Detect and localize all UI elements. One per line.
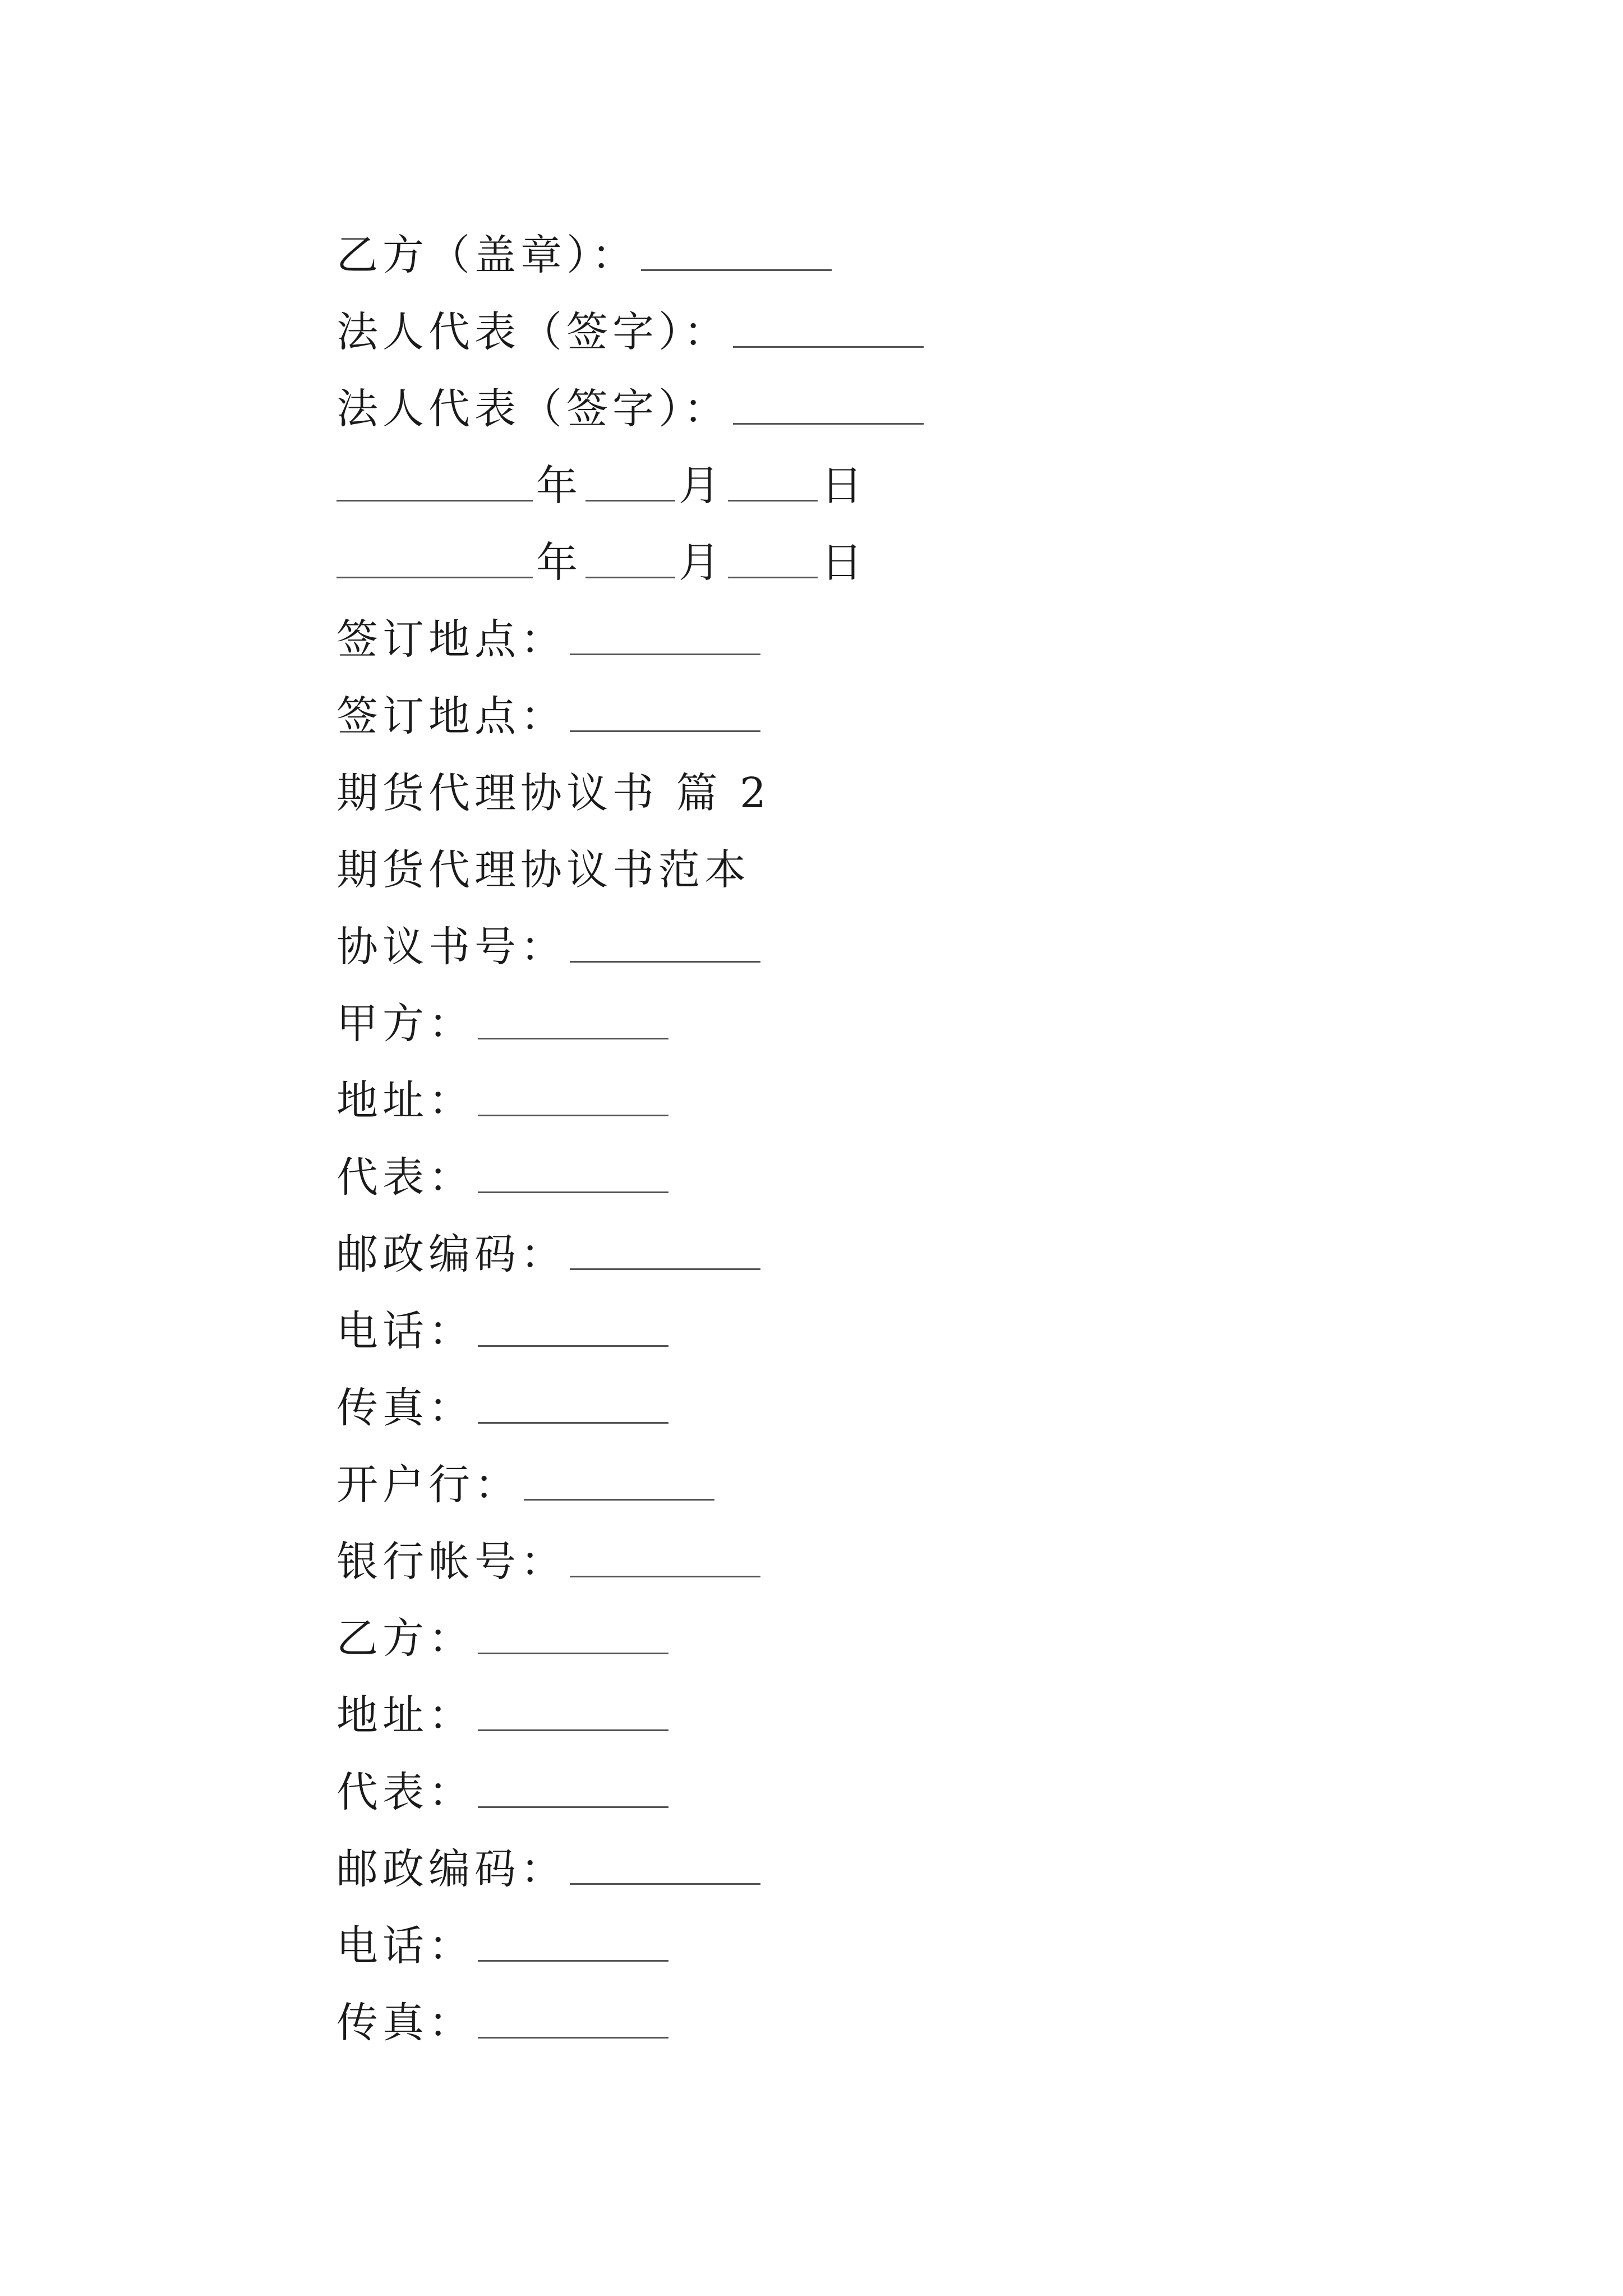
phone-line [336,1289,1458,1366]
party-a-line [336,982,1458,1059]
representative-line [336,1750,1458,1827]
document-title [336,828,1458,905]
fill-in-blank [570,1846,760,1885]
field-label: 地址： [336,1076,474,1125]
field-label: 签订地点： [336,692,566,740]
section-heading-text: 期货代理协议书 篇 2 [336,769,771,817]
legal-rep-signature-line [336,290,1458,367]
year-label: 年 [536,538,582,587]
field-label: 电话： [336,1306,474,1355]
postal-code-line [336,1212,1458,1289]
fill-in-blank [478,1001,668,1039]
representative-line [336,1135,1458,1212]
day-label: 日 [821,538,867,587]
field-label: 甲方： [336,999,474,1048]
field-label: 传真： [336,1383,474,1432]
field-label: 乙方（盖章）： [336,231,638,279]
section-heading [336,751,1458,828]
month-blank [585,540,675,578]
document-page [336,213,1458,2058]
field-label: 代表： [336,1153,474,1202]
address-line [336,1059,1458,1135]
fill-in-blank [478,1308,668,1347]
fill-in-blank [478,1385,668,1424]
fill-in-blank [570,1231,760,1270]
fill-in-blank [478,1616,668,1654]
fax-line [336,1981,1458,2058]
phone-line [336,1904,1458,1981]
field-label: 法人代表（签字）： [336,307,730,356]
fill-in-blank [570,616,760,655]
document-title-text: 期货代理协议书范本 [336,845,750,894]
bank-account-line [336,1520,1458,1596]
field-label: 代表： [336,1768,474,1816]
month-blank [585,463,675,501]
bank-line [336,1443,1458,1520]
field-label: 邮政编码： [336,1230,566,1278]
fill-in-blank [478,1154,668,1193]
year-blank [336,463,533,501]
fill-in-blank [733,309,924,348]
field-label: 传真： [336,1998,474,2047]
field-label: 协议书号： [336,922,566,971]
fill-in-blank [524,1462,714,1501]
agreement-number-line [336,905,1458,982]
date-line [336,444,1458,521]
postal-code-line [336,1827,1458,1904]
fill-in-blank [478,1078,668,1116]
field-label: 法人代表（签字）： [336,384,730,433]
field-label: 电话： [336,1921,474,1970]
day-blank [728,463,818,501]
fill-in-blank [570,693,760,732]
party-b-seal-line [336,213,1458,290]
month-label: 月 [679,538,725,587]
fill-in-blank [478,1923,668,1962]
signing-place-line [336,597,1458,674]
fill-in-blank [570,1539,760,1577]
month-label: 月 [679,461,725,510]
fill-in-blank [478,1769,668,1808]
fill-in-blank [641,232,832,271]
date-line [336,521,1458,597]
fill-in-blank [733,386,924,425]
field-label: 开户行： [336,1460,520,1509]
day-label: 日 [821,461,867,510]
fax-line [336,1366,1458,1443]
day-blank [728,540,818,578]
field-label: 地址： [336,1691,474,1740]
fill-in-blank [570,924,760,963]
year-blank [336,540,533,578]
year-label: 年 [536,461,582,510]
signing-place-line [336,674,1458,751]
field-label: 乙方： [336,1614,474,1663]
fill-in-blank [478,2000,668,2039]
field-label: 银行帐号： [336,1537,566,1586]
field-label: 签订地点： [336,615,566,664]
address-line [336,1673,1458,1750]
party-b-line [336,1596,1458,1673]
field-label: 邮政编码： [336,1844,566,1893]
legal-rep-signature-line [336,367,1458,444]
fill-in-blank [478,1692,668,1731]
